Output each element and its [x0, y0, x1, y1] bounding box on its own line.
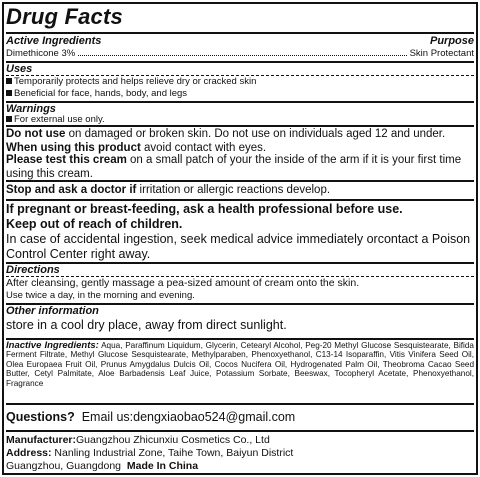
when-using-text: When using this product avoid contact with eyes.: [6, 142, 267, 154]
directions-line: Use twice a day, in the morning and evening.: [6, 290, 195, 301]
active-ingredient-row: [6, 48, 474, 59]
active-ingredient: Dimethicone 3%: [6, 48, 76, 59]
address-label: Address:: [6, 447, 52, 459]
address-row-2: [6, 460, 474, 473]
divider: [6, 199, 474, 201]
other-information-header: Other information: [6, 305, 99, 317]
other-information-text: store in a cool dry place, away from direct sunlight.: [6, 318, 287, 332]
questions-label: Questions?: [6, 410, 75, 424]
questions-email: Email us:dengxiaobao524@gmail.com: [81, 410, 296, 424]
address-line: Guangzhou, Guangdong: [6, 460, 122, 472]
active-ingredients-header: Active Ingredients: [6, 35, 102, 47]
pregnant-warning: If pregnant or breast-feeding, ask a health professional before use.: [6, 202, 403, 216]
ingestion-warning: In case of accidental ingestion, seek medical advice immediately orcontact a Poison Control Center right away.: [6, 232, 471, 261]
do-not-use-text: Do not use on damaged or broken skin. Do not use on individuals aged 12 and under.: [6, 128, 446, 140]
inactive-ingredients-header: Inactive Ingredients:: [6, 340, 99, 351]
active-header-row: [6, 35, 474, 47]
keep-out-of-reach: Keep out of reach of children.: [6, 217, 183, 231]
warnings-item: For external use only.: [6, 114, 474, 125]
directions-header: Directions: [6, 264, 60, 276]
purpose-header: Purpose: [429, 35, 474, 47]
active-purpose: Skin Protectant: [409, 48, 474, 59]
directions-line: After cleansing, gently massage a pea-sized amount of cream onto the skin.: [6, 277, 360, 289]
divider: [6, 403, 474, 405]
drug-facts-title: Drug Facts: [6, 4, 123, 29]
bullet-icon: [6, 78, 12, 84]
manufacturer-row: [6, 434, 474, 447]
divider: [6, 430, 474, 432]
stop-ask-doctor-text: Stop and ask a doctor if irritation or allergic reactions develop.: [6, 184, 331, 196]
test-cream-text: Please test this cream on a small patch of your the inside of the arm if it is your first time using this cream.: [6, 154, 462, 180]
address-row: [6, 447, 474, 460]
dotted-leader: [78, 55, 406, 56]
uses-header: Uses: [6, 63, 33, 75]
divider: [6, 32, 474, 34]
manufacturer-name: Guangzhou Zhicunxiu Cosmetics Co., Ltd: [76, 434, 270, 446]
uses-item: Temporarily protects and helps relieve dry or cracked skin: [6, 76, 474, 87]
inactive-ingredients: [6, 341, 474, 388]
uses-item: Beneficial for face, hands, body, and legs: [6, 88, 474, 99]
inactive-ingredients-list: Aqua, Paraffinum Liquidum, Glycerin, Cetearyl Alcohol, Peg-20 Methyl Glucose Sesquistearate, Bifida Ferment Filtrate, Methyl Glucose Sesquistearate, Methylparaben, Phenoxyethanol, C13-14 Isoparaffin, Vitis Vinifera Seed Oil, Olea Europaea Fruit Oil, Prunus Amygdalus Dulcis Oil, Cocos Nucifera Oil, Hydrogenated Palm Oil, Theobroma Cacao Seed Butter, Cetyl Palmitate, Aloe Barbadensis Leaf Juice, Potassium Sorbate, Beeswax, Tocopheryl Acetate, Phenoxyethanol, Fragrance: [6, 341, 474, 388]
questions-row: [6, 410, 474, 425]
made-in-china: Made In China: [126, 460, 199, 472]
address-line: Nanling Industrial Zone, Taihe Town, Baiyun District: [51, 447, 294, 459]
bullet-icon: [6, 116, 12, 122]
bullet-icon: [6, 90, 12, 96]
manufacturer-label: Manufacturer:: [6, 434, 77, 446]
warnings-header: Warnings: [6, 103, 56, 115]
divider: [6, 180, 474, 182]
